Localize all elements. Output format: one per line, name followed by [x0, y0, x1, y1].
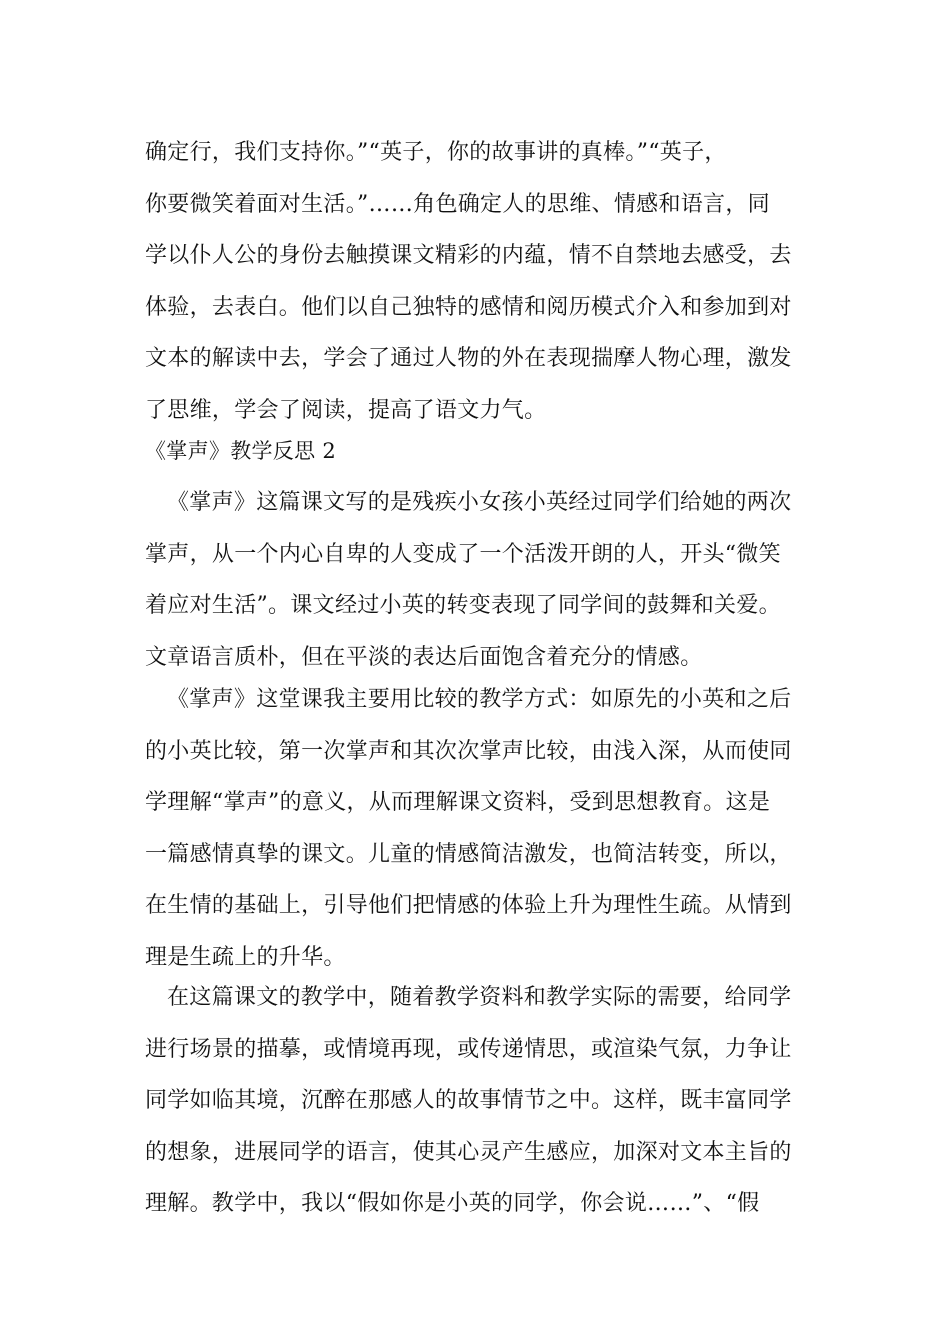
text-line: 着应对生活”。课文经过小英的转变表现了同学间的鼓舞和关爱。 [145, 593, 781, 618]
text-line: 学以仆人公的身份去触摸课文精彩的内蕴，情不自禁地去感受，去 [145, 243, 792, 268]
text-line: 的想象，进展同学的语言，使其心灵产生感应，加深对文本主旨的 [145, 1139, 792, 1165]
text-line: 的小英比较，第一次掌声和其次次掌声比较，由浅入深，从而使同 [145, 738, 792, 764]
text-line: 同学如临其境，沉醉在那感人的故事情节之中。这样，既丰富同学 [145, 1088, 792, 1113]
text-line: 文章语言质朴，但在平淡的表达后面饱含着充分的情感。 [145, 644, 703, 670]
text-line: 了思维，学会了阅读，提高了语文力气。 [145, 397, 547, 423]
text-line: 文本的解读中去，学会了通过人物的外在表现揣摩人物心理，激发 [145, 346, 792, 371]
text-line: 体验，去表白。他们以自己独特的感情和阅历模式介入和参加到对 [145, 294, 792, 320]
text-line: 理解。教学中，我以“假如你是小英的同学，你会说……”、“假 [145, 1191, 760, 1216]
paragraph-3 [145, 674, 815, 983]
text-line: 学理解“掌声”的意义，从而理解课文资料，受到思想教育。这是 [145, 790, 771, 815]
paragraph-continued [145, 127, 815, 436]
text-line: 《掌声》这篇课文写的是残疾小女孩小英经过同学们给她的两次 [167, 490, 792, 515]
text-line: 你要微笑着面对生活。”……角色确定人的思维、情感和语言，同 [145, 191, 770, 217]
section-heading: 《掌声》教学反思 2 [145, 439, 337, 463]
text-line: 在生情的基础上，引导他们把情感的体验上升为理性生疏。从情到 [145, 893, 792, 918]
section-heading-block [145, 426, 815, 478]
text-line: 进行场景的描摹，或情境再现，或传递情思，或渲染气氛，力争让 [145, 1036, 792, 1062]
text-line: 一篇感情真挚的课文。儿童的情感简洁激发，也简洁转变，所以， [145, 841, 792, 867]
paragraph-4 [145, 972, 815, 1230]
text-line: 确定行，我们支持你。”“英子，你的故事讲的真棒。”“英子， [145, 140, 727, 165]
text-line: 理是生疏上的升华。 [145, 944, 346, 970]
text-line: 《掌声》这堂课我主要用比较的教学方式：如原先的小英和之后 [167, 687, 792, 712]
text-line: 掌声，从一个内心自卑的人变成了一个活泼开朗的人，开头“微笑 [145, 541, 781, 567]
text-line: 在这篇课文的教学中，随着教学资料和教学实际的需要，给同学 [167, 985, 792, 1010]
paragraph-2 [145, 477, 815, 683]
